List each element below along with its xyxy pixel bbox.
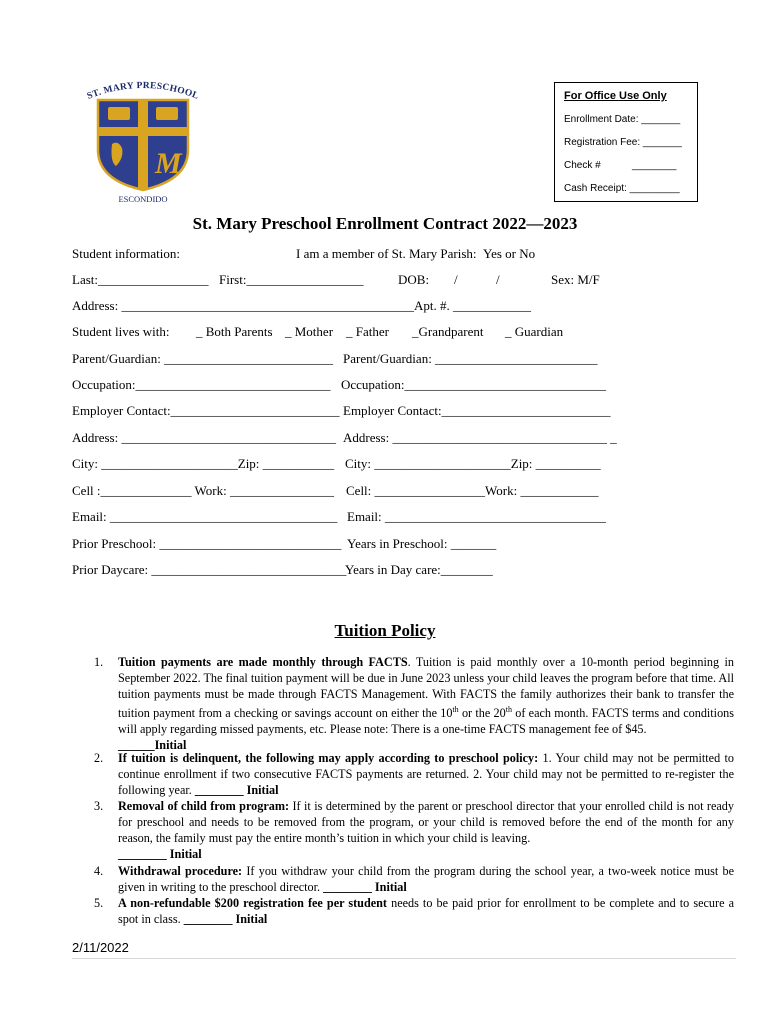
policy-text: or the 20: [458, 706, 506, 721]
option-guardian[interactable]: _ Guardian: [505, 324, 564, 339]
policy-number: 5.: [94, 896, 104, 910]
policy-initial[interactable]: ________ Initial: [323, 880, 407, 894]
office-title: For Office Use Only: [564, 90, 667, 102]
policy-item-1: [94, 654, 734, 753]
first-name-field[interactable]: First:__________________: [219, 272, 364, 287]
office-check: Check #: [564, 160, 601, 171]
address-2-field[interactable]: Address: _________________________________ _: [343, 430, 617, 445]
option-mother[interactable]: _ Mother: [285, 324, 334, 339]
cell-work-2-field[interactable]: Cell: _________________Work: ____________: [346, 483, 599, 498]
address-field[interactable]: Address: _____________________________________________Apt. #. ____________: [72, 298, 531, 313]
office-enrollment-date: Enrollment Date: _______: [564, 114, 681, 125]
school-logo: [78, 78, 208, 208]
dob-slash-2: /: [496, 272, 500, 287]
policy-text: . Tuition is paid monthly over a 10-month period beginning in September 2022. The final tuition payment will be due in June 2023 unless your child leaves the program before that time. All tuition payments must be made through FACTS Management. With FACTS the family authorizes their bank to transfer the tuition payment from a checking or savings account on either the 10: [118, 655, 734, 721]
policy-bold: A non-refundable $200 registration fee per student: [118, 896, 387, 910]
office-use-box: [554, 82, 698, 202]
cell-work-1-field[interactable]: Cell :______________ Work: ________________: [72, 483, 334, 498]
policy-initial[interactable]: ________ Initial: [118, 847, 202, 861]
footer-divider: [72, 958, 736, 959]
parish-yes-no[interactable]: Yes or No: [483, 246, 536, 261]
address-1-field[interactable]: Address: _________________________________: [72, 430, 336, 445]
employer-contact-1-field[interactable]: Employer Contact:__________________________: [72, 403, 340, 418]
policy-item-4: [94, 863, 734, 895]
policy-sup: th: [452, 705, 459, 714]
logo-bottom-text: ESCONDIDO: [118, 194, 168, 204]
policy-text: If it is determined by the parent or preschool director that your enrolled child is not ready for preschool and needs to be removed from the program, or your child is removed before the end of the month for any reason, the family must pay the entire month’s tuition in which your child is leaving.: [118, 799, 734, 845]
policy-bold: Tuition payments are made monthly through FACTS: [118, 655, 408, 669]
policy-number: 3.: [94, 799, 104, 813]
policy-text: of each month. FACTS terms and conditions will apply regarding missed payments, etc. Please note: There is a one-time FACTS management fee of $45.: [118, 706, 734, 737]
logo-top-text: ST. MARY PRESCHOOL: [85, 80, 201, 102]
policy-item-3: [94, 798, 734, 862]
footer-date: 2/11/2022: [72, 940, 129, 955]
tuition-policy-heading: Tuition Policy: [334, 621, 436, 640]
policy-number: 1.: [94, 655, 104, 669]
occupation-1-field[interactable]: Occupation:______________________________: [72, 377, 331, 392]
occupation-2-field[interactable]: Occupation:_______________________________: [341, 377, 607, 392]
policy-bold: Withdrawal procedure:: [118, 864, 243, 878]
parent-guardian-2-field[interactable]: Parent/Guardian: _________________________: [343, 351, 598, 366]
policy-bold: Removal of child from program:: [118, 799, 290, 813]
student-info-label: Student information:: [72, 246, 180, 261]
city-zip-2-field[interactable]: City: _____________________Zip: __________: [345, 456, 601, 471]
email-1-field[interactable]: Email: ___________________________________: [72, 509, 338, 524]
employer-contact-2-field[interactable]: Employer Contact:__________________________: [343, 403, 611, 418]
option-grandparent[interactable]: _Grandparent: [412, 324, 484, 339]
policy-text: If you withdraw your child from the program during the school year, a two-week notice must be given in writing to the preschool director.: [118, 864, 734, 894]
parent-guardian-1-field[interactable]: Parent/Guardian: __________________________: [72, 351, 334, 366]
sex-field[interactable]: Sex: M/F: [551, 272, 600, 287]
office-check-blank: ________: [632, 160, 677, 171]
city-zip-1-field[interactable]: City: _____________________Zip: ___________: [72, 456, 335, 471]
parish-member-label: I am a member of St. Mary Parish:: [296, 246, 477, 261]
option-father[interactable]: _ Father: [346, 324, 389, 339]
policy-initial[interactable]: ______Initial: [118, 738, 187, 753]
lives-with-label: Student lives with:: [72, 324, 170, 339]
policy-text: 1. Your child may not be permitted to continue enrollment if two consecutive FACTS payments are returned. 2. Your child may not be permitted to re-register the following year.: [118, 751, 734, 797]
policy-text: needs to be paid prior for enrollment to be complete and to secure a spot in class.: [118, 896, 734, 926]
years-preschool-field[interactable]: Years in Preschool: _______: [347, 536, 497, 551]
prior-preschool-field[interactable]: Prior Preschool: ____________________________: [72, 536, 342, 551]
policy-initial[interactable]: ________ Initial: [183, 912, 268, 926]
policy-bold: If tuition is delinquent, the following may apply according to preschool policy:: [118, 751, 539, 765]
prior-daycare-field[interactable]: Prior Daycare: ______________________________: [72, 562, 347, 577]
policy-sup: th: [505, 705, 512, 714]
policy-item-5: [94, 895, 734, 927]
office-cash-receipt: Cash Receipt: _________: [564, 183, 680, 194]
email-2-field[interactable]: Email: __________________________________: [347, 509, 606, 524]
years-daycare-field[interactable]: Years in Day care:________: [345, 562, 493, 577]
dob-slash-1: /: [454, 272, 458, 287]
document-title: St. Mary Preschool Enrollment Contract 2022—2023: [192, 214, 578, 233]
office-registration-fee: Registration Fee: _______: [564, 137, 682, 148]
option-both-parents[interactable]: _ Both Parents: [196, 324, 273, 339]
svg-text:M: M: [155, 147, 182, 180]
policy-item-2: [94, 750, 734, 798]
dob-label[interactable]: DOB:: [398, 272, 430, 287]
policy-number: 4.: [94, 864, 104, 878]
svg-text:ST. MARY PRESCHOOL: [86, 81, 200, 102]
last-name-field[interactable]: Last:_________________: [72, 272, 209, 287]
policy-initial[interactable]: ________ Initial: [194, 783, 279, 797]
policy-number: 2.: [94, 751, 104, 765]
